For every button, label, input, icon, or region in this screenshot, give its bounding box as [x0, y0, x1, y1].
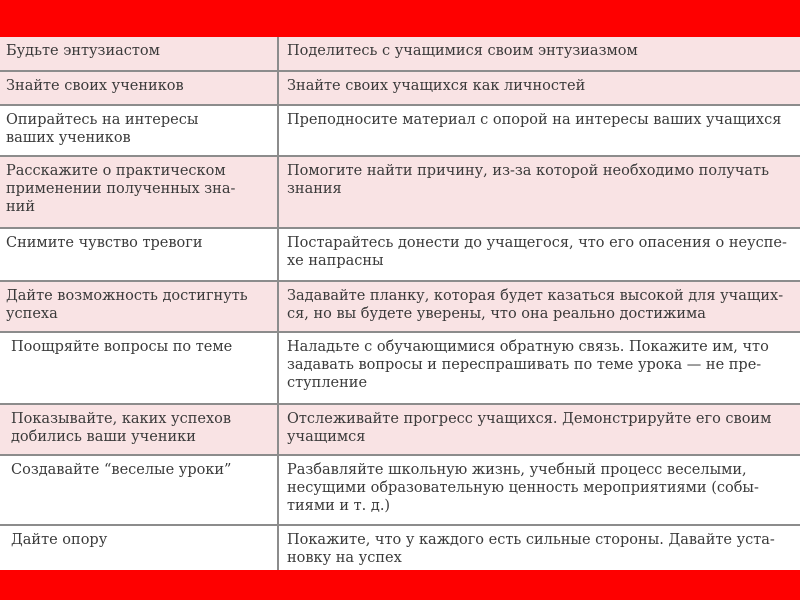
- advice-text: Помогите найти причину, из-за которой необходимо получать знания: [287, 163, 769, 197]
- advice-text: Задавайте планку, которая будет казаться высокой для учащих- ся, но вы будете уверены, что она реально достижима: [287, 288, 784, 322]
- advice-text: Разбавляйте школьную жизнь, учебный процесс веселыми, несущими образовательную ценность мероприятиями (собы- тиями и т. д.): [287, 462, 759, 514]
- advice-text: Преподносите материал с опорой на интересы ваших учащихся: [287, 112, 782, 128]
- rule-cell: [0, 332, 278, 404]
- advice-cell: [278, 71, 800, 105]
- rule-text: Расскажите о практическом применении полученных зна- ний: [6, 163, 236, 215]
- table-row: [0, 281, 800, 332]
- rule-cell: [0, 525, 278, 573]
- rule-text: Создавайте “веселые уроки”: [11, 462, 232, 478]
- rule-text: Будьте энтузиастом: [6, 43, 160, 59]
- advice-text: Покажите, что у каждого есть сильные стороны. Давайте уста- новку на успех: [287, 532, 775, 566]
- rule-text: Дайте возможность достигнуть успеха: [6, 288, 248, 322]
- advice-cell: [278, 404, 800, 455]
- rule-cell: [0, 71, 278, 105]
- rule-cell: [0, 156, 278, 228]
- advice-cell: [278, 105, 800, 156]
- rule-text: Опирайтесь на интересы ваших учеников: [6, 112, 199, 146]
- table-row: [0, 525, 800, 573]
- table-row: [0, 332, 800, 404]
- advice-cell: [278, 332, 800, 404]
- advice-text: Знайте своих учащихся как личностей: [287, 78, 586, 94]
- motivation-table: [0, 37, 800, 574]
- advice-cell: [278, 228, 800, 281]
- rule-cell: [0, 228, 278, 281]
- rule-cell: [0, 105, 278, 156]
- rule-text: Показывайте, каких успехов добились ваши ученики: [11, 411, 232, 445]
- advice-cell: [278, 37, 800, 71]
- rule-text: Поощряйте вопросы по теме: [11, 339, 233, 355]
- table-row: [0, 455, 800, 525]
- rule-cell: [0, 404, 278, 455]
- rule-text: Снимите чувство тревоги: [6, 235, 203, 251]
- table-row: [0, 404, 800, 455]
- advice-text: Наладьте с обучающимися обратную связь. Покажите им, что задавать вопросы и переспрашивать по теме урока — не пре- ступление: [287, 339, 769, 391]
- rule-cell: [0, 455, 278, 525]
- rule-cell: [0, 281, 278, 332]
- rule-text: Знайте своих учеников: [6, 78, 184, 94]
- top-red-band: [0, 0, 800, 37]
- advice-cell: [278, 156, 800, 228]
- table-row: [0, 228, 800, 281]
- advice-cell: [278, 455, 800, 525]
- rule-cell: [0, 37, 278, 71]
- table-row: [0, 71, 800, 105]
- advice-cell: [278, 281, 800, 332]
- table-row: [0, 37, 800, 71]
- rule-text: Дайте опору: [11, 532, 108, 548]
- table-row: [0, 105, 800, 156]
- advice-text: Поделитесь с учащимися своим энтузиазмом: [287, 43, 638, 59]
- bottom-red-band: [0, 570, 800, 600]
- advice-text: Постарайтесь донести до учащегося, что его опасения о неуспе- хе напрасны: [287, 235, 787, 269]
- advice-text: Отслеживайте прогресс учащихся. Демонстрируйте его своим учащимся: [287, 411, 772, 445]
- table-row: [0, 156, 800, 228]
- advice-cell: [278, 525, 800, 573]
